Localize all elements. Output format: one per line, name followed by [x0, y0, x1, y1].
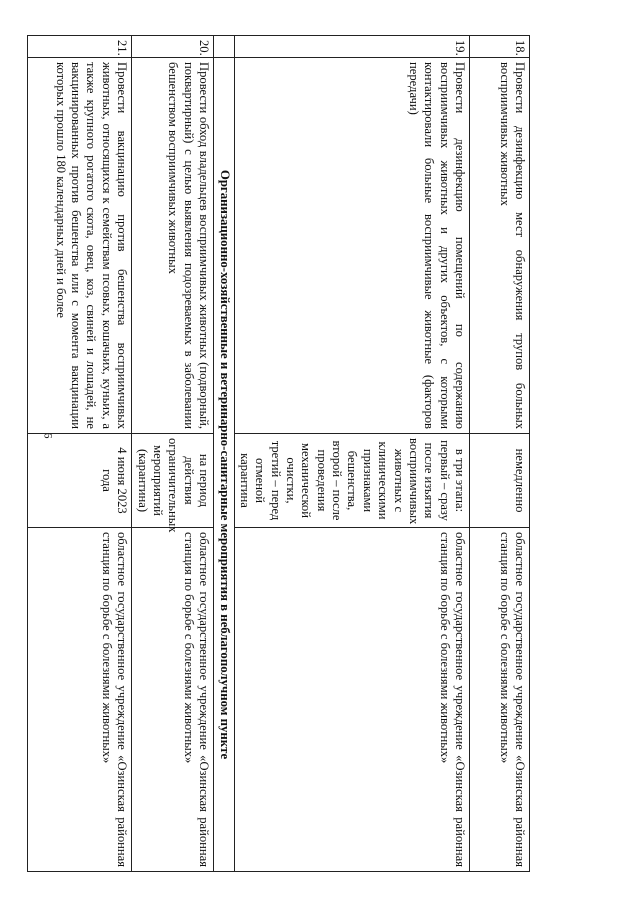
rotated-page — [53, 35, 530, 871]
section-title: Организационно-хозяйственные и ветеринарно-санитарные мероприятия в неблагополучном пункте — [214, 58, 235, 872]
table-row — [132, 36, 214, 872]
row-term: в три этапа: первый – сразу после изъятия восприимчивых животных с клиническими признаками бешенства, второй – после проведения механической очистки, третий – перед отменой карантина — [234, 434, 469, 528]
row-executor: областное государственное учреждение «Озинская районная станция по борьбе с болезнями животных» — [234, 528, 469, 872]
page-number: 6 — [41, 432, 56, 439]
row-executor: областное государственное учреждение «Озинская районная станция по борьбе с болезнями животных» — [28, 528, 132, 872]
row-term: немедленно — [470, 434, 530, 528]
row-term: 4 июня 2023 года — [28, 434, 132, 528]
table-row — [28, 36, 132, 872]
row-number: 18. — [470, 36, 530, 58]
row-term: на период действия ограничительных мероприятий (карантина) — [132, 434, 214, 528]
table-row — [234, 36, 469, 872]
row-action: Провести дезинфекцию помещений по содержанию восприимчивых животных и других объектов, с которыми контактировали больные восприимчивые животные (факторов передачи) — [234, 58, 469, 434]
row-number: 19. — [234, 36, 469, 58]
measures-table — [27, 35, 530, 872]
row-action: Провести обход владельцев восприимчивых животных (подворный, поквартирный) с целью выявления подозреваемых в заболевании бешенством восприимчивых животных — [132, 58, 214, 434]
table-row — [470, 36, 530, 872]
row-executor: областное государственное учреждение «Озинская районная станция по борьбе с болезнями животных» — [470, 528, 530, 872]
row-executor: областное государственное учреждение «Озинская районная станция по борьбе с болезнями животных» — [132, 528, 214, 872]
row-action: Провести дезинфекцию мест обнаружения трупов больных восприимчивых животных — [470, 58, 530, 434]
row-action: Провести вакцинацию против бешенства восприимчивых животных, относящихся к семействам псовых, кошачьих, куньих, а также крупного рогатого скота, овец, коз, свиней и лошадей, не вакцинированных против бешенства или с момента вакцинации которых прошло 180 календарных дней и более — [28, 58, 132, 434]
row-number: 20. — [132, 36, 214, 58]
row-number: 21. — [28, 36, 132, 58]
section-row — [214, 36, 235, 872]
document-page — [53, 35, 530, 871]
